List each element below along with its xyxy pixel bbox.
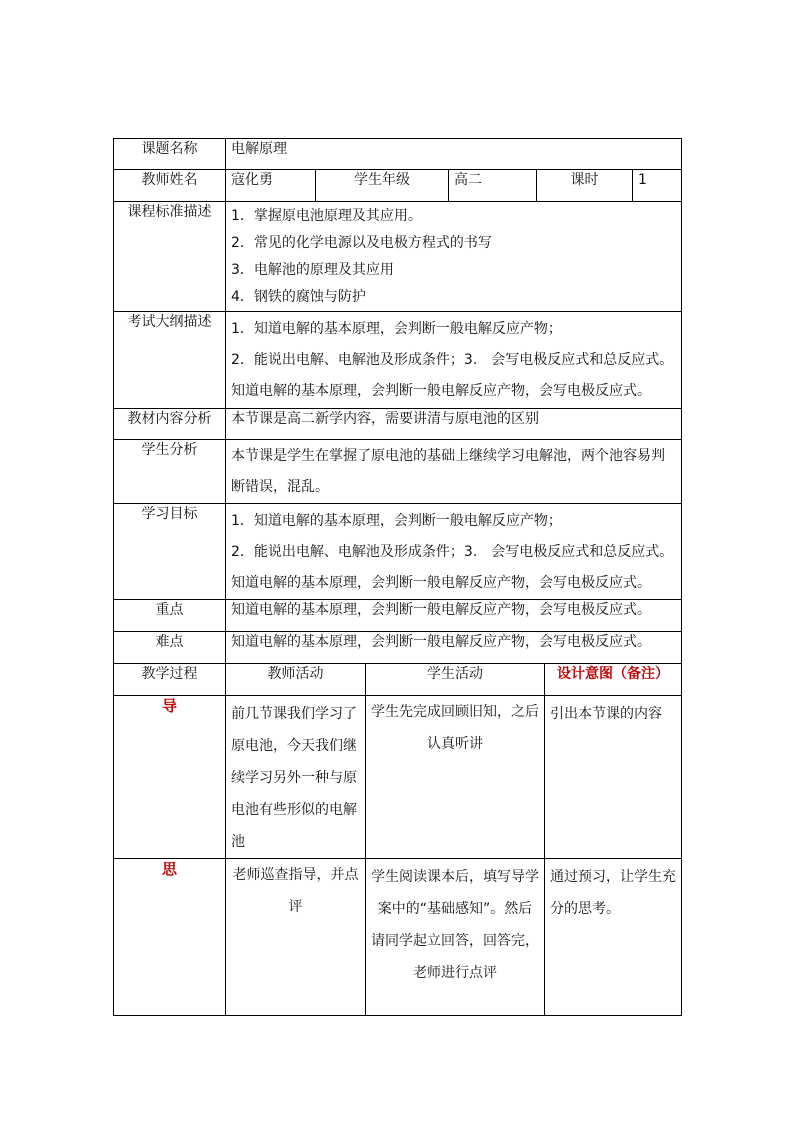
process-intent-cell [545, 859, 682, 1016]
goals-label: 学习目标 [114, 504, 226, 600]
standards-item: 1．掌握原电池原理及其应用。 [231, 208, 422, 224]
difficulty-text: 知道电解的基本原理，会判断一般电解反应产物，会写电极反应式。 [226, 632, 682, 664]
course-value: 电解原理 [226, 139, 682, 170]
standards-item: 3．电解池的原理及其应用 [231, 262, 394, 278]
process-phase-label: 思 [161, 860, 177, 878]
process-teacher-cell [226, 859, 366, 1016]
process-header-row [114, 664, 682, 696]
process-row [114, 696, 682, 859]
process-student-cell [366, 696, 545, 859]
standards-item: 4．钢铁的腐蚀与防护 [231, 289, 366, 305]
process-header-teacher: 教师活动 [226, 664, 366, 696]
students-row [114, 440, 682, 504]
goals-line: 知道电解的基本原理，会判断一般电解反应产物，会写电极反应式。 [231, 575, 651, 591]
material-text: 本节课是高二新学内容，需要讲清与原电池的区别 [226, 409, 682, 440]
process-student-text: 学生先完成回顾旧知，之后认真听讲 [371, 704, 539, 752]
lesson-plan-table [113, 138, 682, 1016]
goals-line: 2．能说出电解、电解池及形成条件；3. 会写电极反应式和总反应式。 [231, 544, 674, 560]
process-student-cell [366, 859, 545, 1016]
outline-label: 考试大纲描述 [114, 312, 226, 409]
process-teacher-cell [226, 696, 366, 859]
key-point-text: 知道电解的基本原理，会判断一般电解反应产物，会写电极反应式。 [226, 600, 682, 632]
teacher-label: 教师姓名 [114, 170, 226, 202]
outline-line: 1．知道电解的基本原理，会判断一般电解反应产物； [231, 321, 562, 337]
students-label: 学生分析 [114, 440, 226, 504]
process-header-student: 学生活动 [366, 664, 545, 696]
difficulty-row [114, 632, 682, 664]
process-intent-text: 通过预习，让学生充分的思考。 [550, 869, 676, 917]
goals-text [226, 504, 682, 600]
outline-row [114, 312, 682, 409]
course-row [114, 139, 682, 170]
process-teacher-text: 前几节课我们学习了原电池，今天我们继续学习另外一种与原电池有些形似的电解池 [231, 706, 357, 850]
process-header-phase: 教学过程 [114, 664, 226, 696]
period-value: 1 [633, 170, 682, 202]
outline-text [226, 312, 682, 409]
teacher-row [114, 170, 682, 202]
outline-line: 知道电解的基本原理，会判断一般电解反应产物，会写电极反应式。 [231, 383, 651, 399]
standards-row [114, 202, 682, 312]
teacher-value: 寇化勇 [226, 170, 316, 202]
grade-value: 高二 [449, 170, 537, 202]
process-phase-cell [114, 859, 226, 1016]
course-label: 课题名称 [114, 139, 226, 170]
process-intent-text: 引出本节课的内容 [550, 706, 662, 722]
material-row [114, 409, 682, 440]
process-intent-cell [545, 696, 682, 859]
goals-row [114, 504, 682, 600]
material-label: 教材内容分析 [114, 409, 226, 440]
students-text: 本节课是学生在掌握了原电池的基础上继续学习电解池，两个池容易判断错误，混乱。 [226, 440, 682, 504]
process-header-intent: 设计意图（备注） [545, 664, 682, 696]
process-phase-label: 导 [161, 697, 177, 715]
key-point-row [114, 600, 682, 632]
difficulty-label: 难点 [114, 632, 226, 664]
process-phase-cell [114, 696, 226, 859]
goals-line: 1．知道电解的基本原理，会判断一般电解反应产物； [231, 513, 562, 529]
process-student-text: 学生阅读课本后，填写导学案中的“基础感知”。然后请同学起立回答，回答完，老师进行点评 [371, 869, 539, 981]
standards-item: 2．常见的化学电源以及电极方程式的书写 [231, 235, 492, 251]
outline-line: 2．能说出电解、电解池及形成条件；3. 会写电极反应式和总反应式。 [231, 352, 674, 368]
standards-label: 课程标准描述 [114, 202, 226, 312]
process-row [114, 859, 682, 1016]
grade-label: 学生年级 [316, 170, 449, 202]
standards-list [226, 202, 682, 312]
period-label: 课时 [537, 170, 633, 202]
process-teacher-text: 老师巡查指导，并点评 [232, 867, 359, 915]
key-point-label: 重点 [114, 600, 226, 632]
